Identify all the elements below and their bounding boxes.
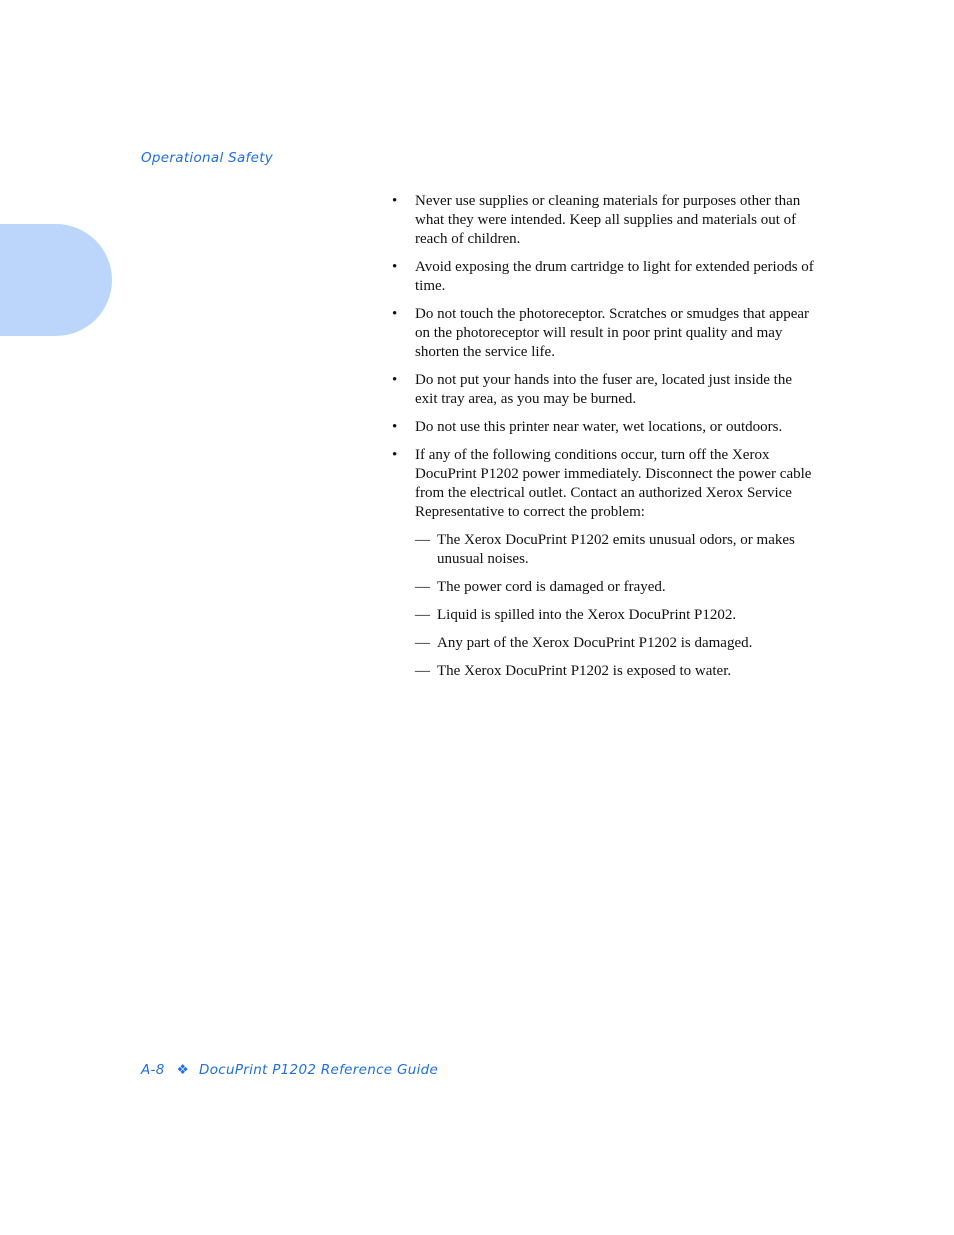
sub-list-item [415,531,817,569]
sub-list-item [415,634,817,653]
bullet-icon: • [392,447,398,463]
page-number: A-8 [141,1062,165,1078]
bullet-item [392,371,817,409]
em-dash-icon: — [415,579,430,595]
guide-title: DocuPrint P1202 Reference Guide [199,1062,439,1078]
em-dash-icon: — [415,635,430,651]
bullet-icon: • [392,419,398,435]
bullet-icon: • [392,306,398,322]
page-footer [141,1062,438,1078]
bullet-text: Never use supplies or cleaning materials for purposes other than what they were intended. Keep all supplies and materials out of reach of children. [415,193,801,247]
sub-item-text: The Xerox DocuPrint P1202 emits unusual odors, or makes unusual noises. [437,532,795,567]
diamond-separator-icon: ❖ [176,1062,190,1078]
bullet-text: Do not touch the photoreceptor. Scratches or smudges that appear on the photoreceptor will result in poor print quality and may shorten the service life. [415,306,810,360]
bullet-item [392,305,817,362]
sub-item-text: The power cord is damaged or frayed. [437,579,666,595]
em-dash-icon: — [415,532,430,548]
conditions-sub-list [415,531,817,681]
sub-item-text: The Xerox DocuPrint P1202 is exposed to water. [437,663,732,679]
bullet-item [392,418,817,437]
em-dash-icon: — [415,607,430,623]
sub-list-item [415,578,817,597]
bullet-text: Do not put your hands into the fuser are, located just inside the exit tray area, as you may be burned. [415,372,792,407]
bullet-item [392,258,817,296]
bullet-text: Avoid exposing the drum cartridge to light for extended periods of time. [415,259,814,294]
em-dash-icon: — [415,663,430,679]
bullet-icon: • [392,259,398,275]
bullet-icon: • [392,372,398,388]
bullet-icon: • [392,193,398,209]
main-content [392,192,817,690]
bullet-text: If any of the following conditions occur, turn off the Xerox DocuPrint P1202 power immediately. Disconnect the power cable from the electrical outlet. Contact an authorized Xerox Service Representative to correct the problem: [415,447,812,520]
sub-list-item [415,662,817,681]
sub-item-text: Any part of the Xerox DocuPrint P1202 is damaged. [437,635,753,651]
running-header: Operational Safety [141,150,274,166]
bullet-item [392,446,817,681]
bullet-item [392,192,817,249]
bullet-text: Do not use this printer near water, wet locations, or outdoors. [415,419,783,435]
sub-item-text: Liquid is spilled into the Xerox DocuPrint P1202. [437,607,737,623]
chapter-tab-marker [0,224,112,336]
safety-bullet-list [392,192,817,681]
sub-list-item [415,606,817,625]
